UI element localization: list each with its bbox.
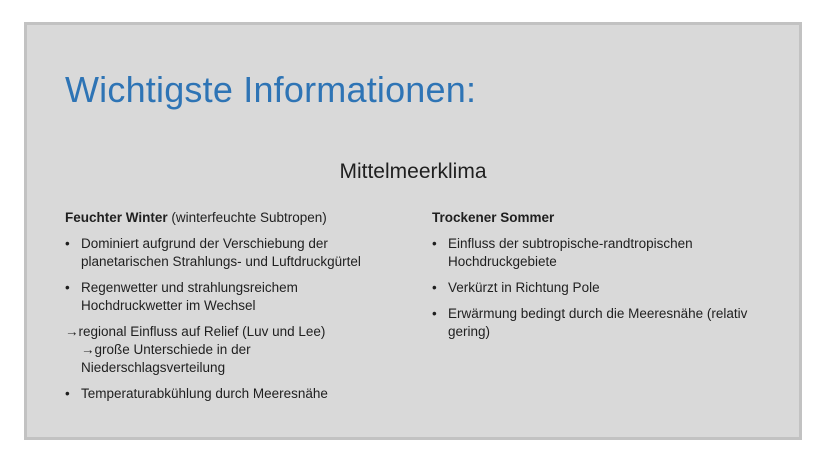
right-bullet-3-text: Erwärmung bedingt durch die Meeresnähe (relativ gering) [448,306,748,339]
bullet-icon: • [65,236,70,251]
arrow-line-1 [65,323,395,341]
left-bullet-2-text: Regenwetter und strahlungsreichem Hochdruckwetter im Wechsel [81,280,298,313]
bullet-icon: • [65,280,70,295]
bullet-icon: • [432,306,437,321]
bullet-icon: • [65,386,70,401]
left-bullet-3 [65,385,395,403]
right-bullet-2 [432,279,762,297]
right-heading [432,209,762,227]
left-heading [65,209,395,227]
arrow-line-2-text: große Unterschiede in der Niederschlagsverteilung [81,342,251,375]
slide-title: Wichtigste Informationen: [65,69,477,110]
arrow-line-1-text: regional Einfluss auf Relief (Luv und Lee) [78,324,326,339]
arrow-line-2 [65,341,395,377]
arrow-right-icon: → [81,342,95,357]
left-bullet-3-text: Temperaturabkühlung durch Meeresnähe [81,386,328,401]
left-bullet-2 [65,279,395,315]
right-column [432,209,762,349]
left-heading-bold: Feuchter Winter [65,210,168,225]
right-bullet-2-text: Verkürzt in Richtung Pole [448,280,600,295]
arrow-right-icon: → [65,324,79,339]
right-bullet-3 [432,305,762,341]
bullet-icon: • [432,236,437,251]
left-column [65,209,395,411]
right-bullet-1 [432,235,762,271]
slide [24,22,802,440]
arrow-block [65,323,395,377]
left-heading-rest: (winterfeuchte Subtropen) [167,210,327,225]
right-bullet-1-text: Einfluss der subtropische-randtropischen Hochdruckgebiete [448,236,693,269]
slide-subtitle: Mittelmeerklima [339,160,487,183]
left-bullet-1 [65,235,395,271]
right-heading-bold: Trockener Sommer [432,210,555,225]
left-bullet-1-text: Dominiert aufgrund der Verschiebung der planetarischen Strahlungs- und Luftdruckgürtel [81,236,361,269]
bullet-icon: • [432,280,437,295]
